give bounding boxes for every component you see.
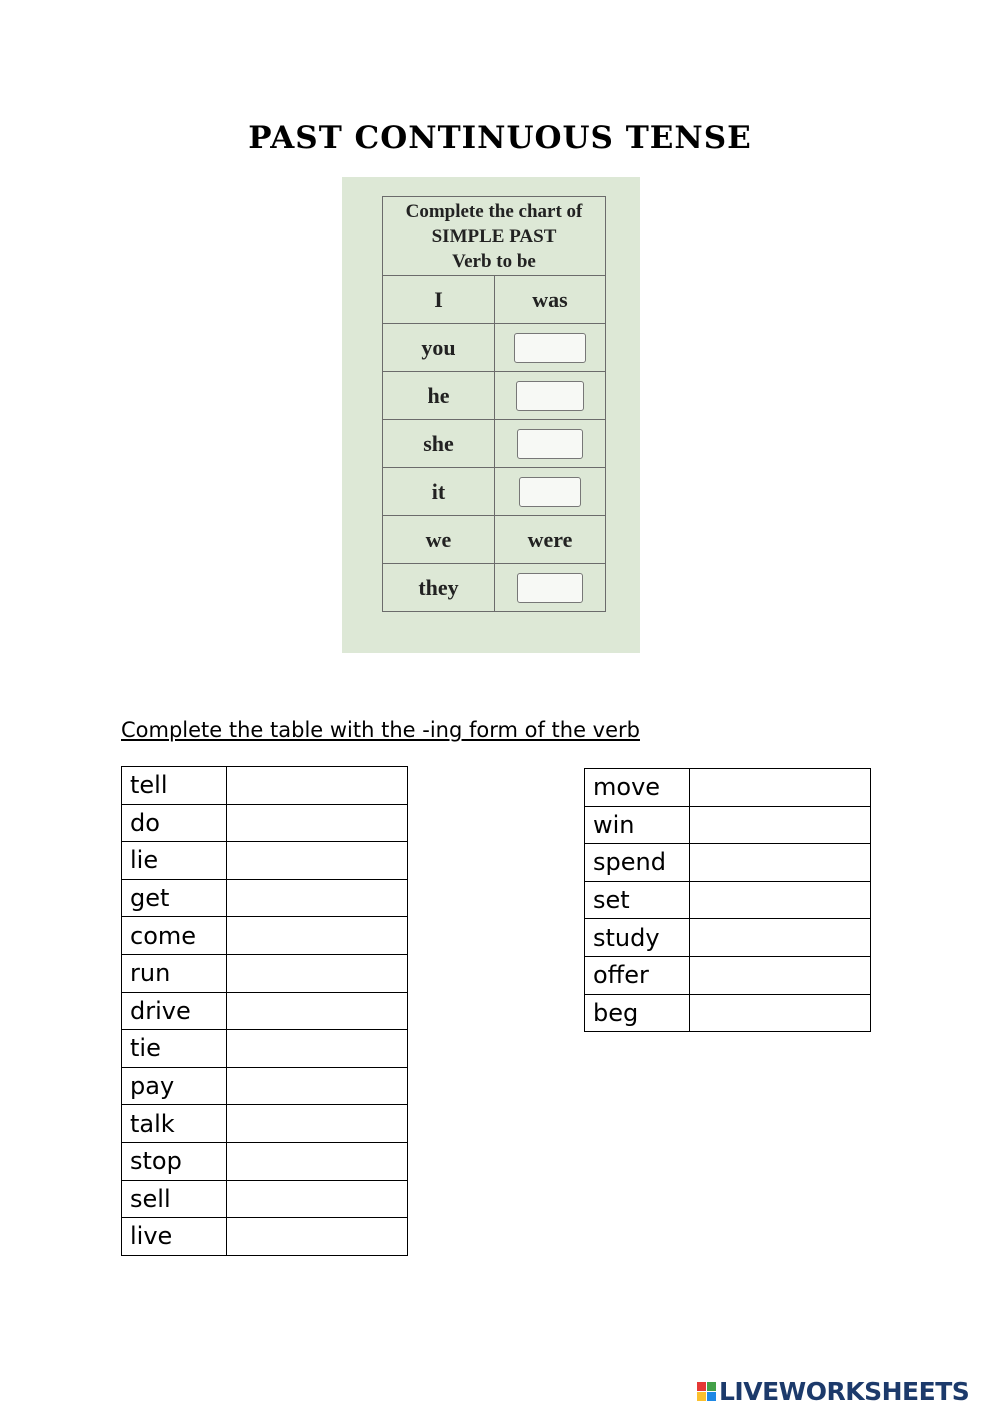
logo-square-red (697, 1382, 706, 1391)
verb-cell: run (122, 954, 227, 992)
table-row (585, 956, 871, 994)
liveworksheets-brand (697, 1377, 969, 1406)
table-row (585, 806, 871, 844)
table-row (585, 769, 871, 807)
table-row (122, 1218, 408, 1256)
verb-cell: sell (122, 1180, 227, 1218)
table-row (122, 842, 408, 880)
table-row (122, 954, 408, 992)
logo-square-green (707, 1382, 716, 1391)
verb-cell: move (585, 769, 690, 807)
ing-answer-cell[interactable] (227, 767, 408, 805)
ing-answer-cell[interactable] (227, 1218, 408, 1256)
answer-box[interactable] (514, 333, 586, 363)
verb-cell: set (585, 881, 690, 919)
ing-answer-cell[interactable] (690, 919, 871, 957)
table-row (585, 919, 871, 957)
ing-answer-cell[interactable] (227, 1180, 408, 1218)
table-row (122, 992, 408, 1030)
table-row (122, 1030, 408, 1068)
table-row (585, 994, 871, 1032)
chart-header-line: Verb to be (452, 250, 536, 272)
ing-form-table-right (584, 768, 871, 1032)
answer-box[interactable] (517, 429, 583, 459)
verb-cell: tell (122, 767, 227, 805)
verb-cell: drive (122, 992, 227, 1030)
ing-answer-cell[interactable] (227, 1142, 408, 1180)
table-row (585, 881, 871, 919)
ing-answer-cell[interactable] (227, 954, 408, 992)
ing-answer-cell[interactable] (690, 806, 871, 844)
answer-box[interactable] (517, 573, 583, 603)
ing-answer-cell[interactable] (227, 1067, 408, 1105)
verb-cell: stop (122, 1142, 227, 1180)
liveworksheets-logo-icon (697, 1382, 716, 1401)
chart-row (383, 276, 606, 324)
pronoun-cell: they (383, 564, 495, 612)
ing-answer-cell[interactable] (227, 917, 408, 955)
verb-cell: tie (122, 1030, 227, 1068)
table-row (585, 844, 871, 882)
verb-to-be-chart (382, 196, 606, 612)
table-row (122, 1105, 408, 1143)
answer-cell (495, 564, 606, 612)
table-row (122, 1142, 408, 1180)
table-row (122, 917, 408, 955)
verb-cell: study (585, 919, 690, 957)
verb-cell: come (122, 917, 227, 955)
verb-cell: win (585, 806, 690, 844)
ing-answer-cell[interactable] (227, 879, 408, 917)
verb-cell: do (122, 804, 227, 842)
verb-cell: offer (585, 956, 690, 994)
ing-answer-cell[interactable] (690, 994, 871, 1032)
answer-cell (495, 468, 606, 516)
verb-cell: talk (122, 1105, 227, 1143)
ing-answer-cell[interactable] (690, 844, 871, 882)
answer-cell (495, 324, 606, 372)
pronoun-cell: we (383, 516, 495, 564)
table-row (122, 767, 408, 805)
ing-form-table-left (121, 766, 408, 1256)
pronoun-cell: he (383, 372, 495, 420)
ing-answer-cell[interactable] (227, 1030, 408, 1068)
chart-row (383, 372, 606, 420)
table-row (122, 879, 408, 917)
logo-square-yellow (697, 1392, 706, 1401)
verb-cell: spend (585, 844, 690, 882)
ing-answer-cell[interactable] (227, 804, 408, 842)
answer-cell (495, 420, 606, 468)
answer-box[interactable] (519, 477, 581, 507)
ing-answer-cell[interactable] (690, 881, 871, 919)
chart-row (383, 516, 606, 564)
chart-row (383, 564, 606, 612)
brand-name: LIVEWORKSHEETS (719, 1377, 970, 1406)
table-row (122, 1067, 408, 1105)
verb-cell: pay (122, 1067, 227, 1105)
chart-header (383, 197, 606, 276)
chart-header-line: SIMPLE PAST (431, 225, 557, 247)
ing-answer-cell[interactable] (690, 769, 871, 807)
given-answer: were (495, 516, 606, 564)
verb-to-be-chart-panel (342, 177, 640, 653)
given-answer: was (495, 276, 606, 324)
instruction-text: Complete the table with the -ing form of the verb (121, 718, 640, 742)
pronoun-cell: she (383, 420, 495, 468)
chart-header-line: Complete the chart of (405, 200, 583, 222)
chart-row (383, 468, 606, 516)
answer-cell (495, 372, 606, 420)
ing-answer-cell[interactable] (227, 992, 408, 1030)
verb-cell: get (122, 879, 227, 917)
verb-cell: lie (122, 842, 227, 880)
chart-row (383, 324, 606, 372)
pronoun-cell: I (383, 276, 495, 324)
chart-row (383, 420, 606, 468)
verb-cell: beg (585, 994, 690, 1032)
pronoun-cell: you (383, 324, 495, 372)
answer-box[interactable] (516, 381, 584, 411)
ing-answer-cell[interactable] (690, 956, 871, 994)
page-title: PAST CONTINUOUS TENSE (248, 120, 752, 156)
table-row (122, 1180, 408, 1218)
table-row (122, 804, 408, 842)
logo-square-blue (707, 1392, 716, 1401)
verb-cell: live (122, 1218, 227, 1256)
ing-answer-cell[interactable] (227, 842, 408, 880)
pronoun-cell: it (383, 468, 495, 516)
ing-answer-cell[interactable] (227, 1105, 408, 1143)
